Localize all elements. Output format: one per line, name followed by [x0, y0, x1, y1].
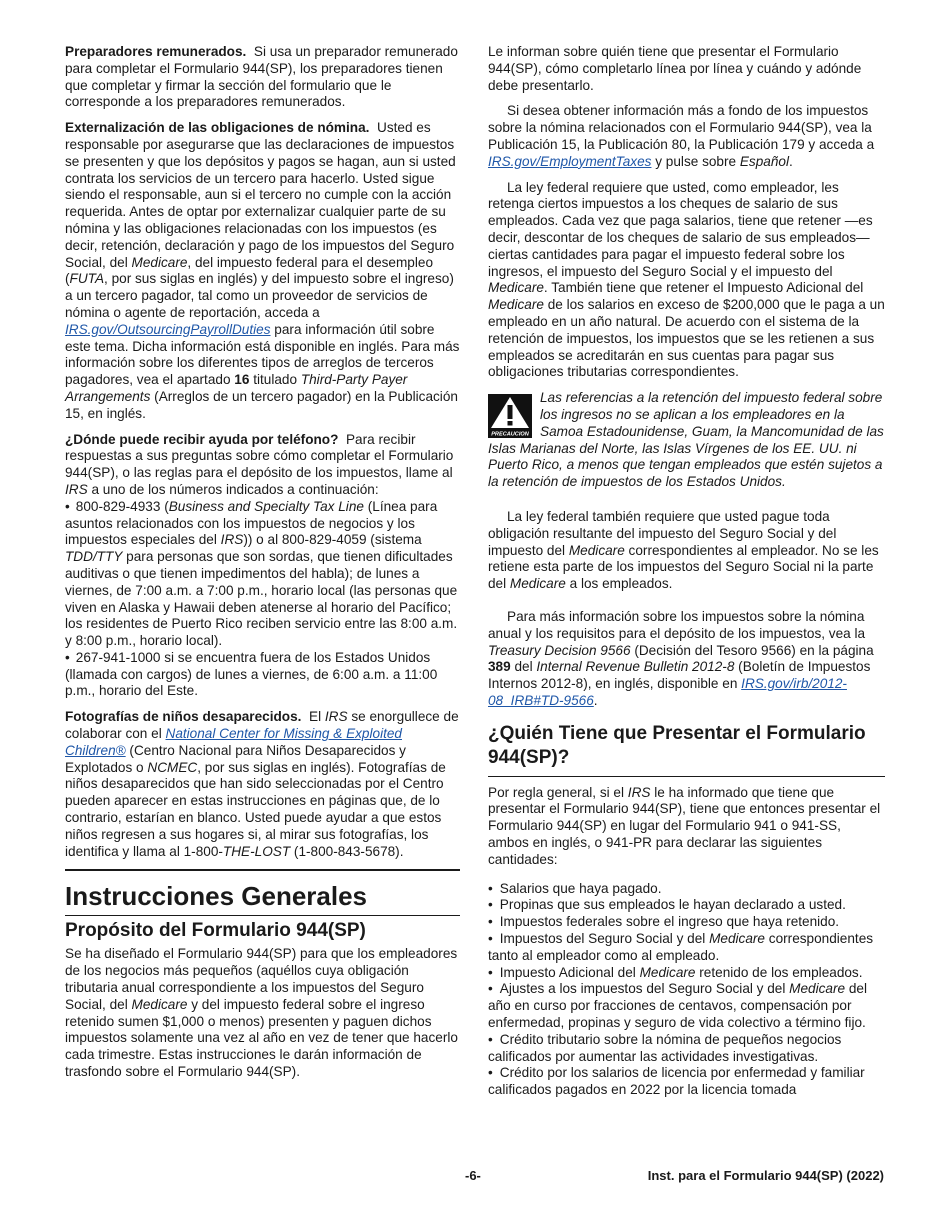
employment-taxes-link[interactable]: IRS.gov/EmploymentTaxes: [488, 153, 652, 169]
purpose-paragraph: Se ha diseñado el Formulario 944(SP) para que los empleadores de los negocios más pequeños (aquéllos cuya obligación tributaria anual correspondiente a los impuestos del Seguro Social, del Medicare y del impuesto federal sobre el ingreso retenido sumen $1,000 o menos) presenten y paguen dichos impuestos solamente una vez al año en vez de tener que hacerlo cada trimestre. Estas instrucciones le darán información de trasfondo sobre el Formulario 944(SP).: [65, 946, 458, 1080]
ncmec-link[interactable]: National Center for Missing & Exploited Children®: [65, 726, 402, 758]
outsourcing-link[interactable]: IRS.gov/OutsourcingPayrollDuties: [65, 321, 271, 337]
purpose-heading: Propósito del Formulario 944(SP): [65, 915, 460, 942]
caution-icon: [488, 394, 532, 438]
list-item: • Impuestos federales sobre el ingreso que haya retenido.: [488, 914, 885, 931]
phone-bullet-2: • 267-941-1000 si se encuentra fuera de los Estados Unidos (llamada con cargos) de lunes a viernes, de 6:00 a.m. a 11:00 p.m., horario del Este.: [65, 650, 460, 700]
more-info-paragraph: Si desea obtener información más a fondo de los impuestos sobre la nómina relacionados con el Formulario 944(SP), vea la Publicación 15, la Publicación 80, la Publicación 179 y acceda a IRS.gov/EmploymentTaxes y pulse sobre Español.: [488, 103, 875, 169]
who-must-file-heading: ¿Quién Tiene que Presentar el Formulario 944(SP)?: [488, 722, 885, 777]
withholding-paragraph: La ley federal requiere que usted, como empleador, les retenga ciertos impuestos a los cheques de salario de sus empleados. Cada vez que paga salarios, tiene que retener —es decir, descontar de los cheques de salario de sus empleados— ciertas cantidades para pagar el impuesto federal sobre los ingresos, el impuesto del Seguro Social y el impuesto del Medicare. También tiene que retener el Impuesto Adicional del Medicare de los salarios en exceso de $200,000 que le paga a un empleado en un año natural. De acuerdo con el sistema de la retención de impuestos, los impuestos que se les retienen a sus empleados se acreditarán en sus cuentas para pagar sus obligaciones tributarias correspondientes.: [488, 179, 885, 380]
amounts-list: [488, 881, 885, 1099]
phone-bullet-1: • 800-829-4933 (Business and Specialty Tax Line (Línea para asuntos relacionados con los impuestos de negocios y los impuestos especiales del IRS)) o al 800-829-4059 (sistema TDD/TTY para personas que son sordas, que tienen dificultades auditivas o que tienen impedimentos del habla); de lunes a viernes, de 7:00 a.m. a 7:00 p.m., horario local (las personas que viven en Alaska y Hawaii deben atenerse al horario del Pacífico; los residentes de Puerto Rico reciben servicio entre las 8:00 a.m. y 8:00 p.m., horario local).: [65, 499, 460, 650]
list-item: • Crédito tributario sobre la nómina de pequeños negocios calificados por aumentar las actividades investigativas.: [488, 1032, 885, 1066]
footer-title: Inst. para el Formulario 944(SP) (2022): [647, 1168, 884, 1183]
missing-children-paragraph: Fotografías de niños desaparecidos. El IRS se enorgullece de colaborar con el National Center for Missing & Exploited Children® (Centro Nacional para Niños Desaparecidos y Explotados o NCMEC, por sus siglas en inglés). Fotografías de niños desaparecidos que han sido seleccionadas por el Centro pueden aparecer en estas instrucciones en páginas que, de lo contrario, estarían en blanco. Usted puede ayudar a que estos niños regresen a sus hogares si, al mirar sus fotografías, los identifica y llama al 1-800-THE-LOST (1-800-843-5678).: [65, 709, 459, 859]
caution-note: PRECAUCION Las referencias a la retención del impuesto federal sobre los ingresos no se aplican a los empleadores en la Samoa Estadounidense, Guam, la Mancomunidad de las Islas Marianas del Norte, las Islas Vírgenes de los EE. UU. ni Puerto Rico, a menos que tengan empleados que estén sujetos a la retención de impuestos de los Estados Unidos.: [488, 390, 884, 490]
employer-share-paragraph: La ley federal también requiere que usted pague toda obligación resultante del impuesto del Seguro Social y del impuesto del Medicare correspondientes al empleador. No se les retiene esta parte de los impuestos del Seguro Social ni la parte del Medicare a los empleados.: [488, 508, 879, 592]
list-item: • Impuesto Adicional del Medicare retenido de los empleados.: [488, 965, 885, 982]
list-item: • Ajustes a los impuestos del Seguro Social y del Medicare del año en curso por fracciones de centavos, compensación por enfermedad, propinas y seguro de vida colectivo a término fijo.: [488, 981, 885, 1031]
list-item: • Propinas que sus empleados le hayan declarado a usted.: [488, 897, 885, 914]
list-item: • Salarios que haya pagado.: [488, 881, 885, 898]
list-item: • Crédito por los salarios de licencia por enfermedad y familiar calificados pagados en 2022 por la licencia tomada: [488, 1065, 885, 1099]
phone-help-paragraph: ¿Dónde puede recibir ayuda por teléfono? Para recibir respuestas a sus preguntas sobre cómo completar el Formulario 944(SP), o las reglas para el depósito de los impuestos, llame al IRS a uno de los números indicados a continuación:: [65, 431, 454, 497]
general-instructions-heading: Instrucciones Generales: [65, 869, 460, 911]
annual-payroll-paragraph: Para más información sobre los impuestos sobre la nómina anual y los requisitos para el depósito de los impuestos, vea la Treasury Decision 9566 (Decisión del Tesoro 9566) en la página 389 del Internal Revenue Bulletin 2012-8 (Boletín de Impuestos Internos 2012-8), en inglés, disponible en IRS.gov/irb/2012-08_IRB#TD-9566.: [488, 608, 874, 708]
caution-label: PRECAUCION: [491, 431, 529, 438]
paid-preparers-paragraph: Preparadores remunerados. Si usa un preparador remunerado para completar el Formulario 944(SP), los preparadores tienen que completar y firmar la sección del formulario que le corresponde a los preparadores remunerados.: [65, 44, 458, 110]
td-9566-link[interactable]: IRS.gov/irb/2012-08_IRB#TD-9566: [488, 676, 847, 708]
list-item: • Impuestos del Seguro Social y del Medicare correspondientes tanto al empleador como al empleado.: [488, 931, 885, 965]
who-must-file-paragraph: Por regla general, si el IRS le ha informado que tiene que presentar el Formulario 944(SP), tiene que entonces presentar el Formulario 944(SP) en lugar del Formulario 941 o 941-SS, ambos en inglés, o 941-PR para declarar las siguientes cantidades:: [488, 784, 881, 867]
purpose-continued-paragraph: Le informan sobre quién tiene que presentar el Formulario 944(SP), cómo completarlo línea por línea y cuándo y adónde debe presentarlo.: [488, 44, 862, 93]
right-column: [488, 44, 885, 1099]
outsourcing-paragraph: Externalización de las obligaciones de nómina. Usted es responsable por asegurarse que las declaraciones de impuestos se presenten y que los depósitos y pagos se hagan, aun si usted contrata los servicios de un tercero para hacerlo. Usted sigue siendo el responsable, aun si el tercero no cumple con la acción requerida. Antes de optar por externalizar cualquier parte de su nómina y las obligaciones relacionadas con los impuestos (es decir, retención, declaración y pago de los impuestos del Seguro Social, del Medicare, del impuesto federal para el desempleo (FUTA, por sus siglas en inglés) y del impuesto sobre el ingreso) a un tercero pagador, tal como un proveedor de servicios de nómina o agente de reportación, acceda a IRS.gov/OutsourcingPayrollDuties para información útil sobre este tema. Dicha información está disponible en inglés. Para más información sobre los diferentes tipos de arreglos de terceros pagadores, vea el apartado 16 titulado Third-Party Payer Arrangements (Arreglos de un tercero pagador) en la Publicación 15, en inglés.: [65, 120, 460, 421]
left-column: [65, 44, 460, 1090]
page-number: -6-: [465, 1168, 481, 1183]
